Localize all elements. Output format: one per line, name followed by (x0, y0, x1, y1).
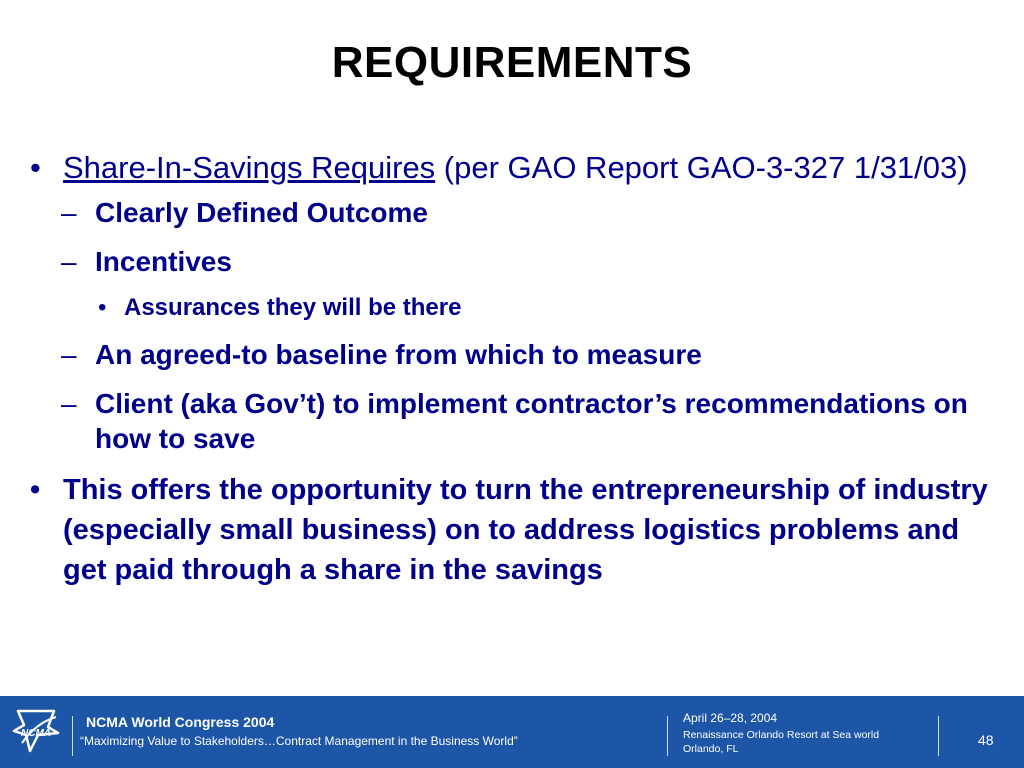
subitem-text: Incentives (95, 246, 232, 277)
event-date: April 26–28, 2004 (683, 711, 778, 725)
bullet-marker: • (30, 150, 41, 185)
footer-divider (72, 716, 73, 756)
slide-title: REQUIREMENTS (331, 38, 693, 87)
footer-divider (938, 716, 939, 756)
underlined-heading: Share-In-Savings Requires (63, 150, 436, 185)
event-venue (683, 728, 879, 756)
slide-content (30, 148, 990, 598)
page-number: 48 (978, 732, 994, 748)
dash-marker: – (61, 388, 77, 419)
bullet-marker: • (98, 294, 107, 321)
subsubitem-text: Assurances they will be there (124, 294, 462, 321)
dash-marker: – (61, 339, 77, 370)
venue-line: Orlando, FL (683, 743, 739, 755)
event-tagline: “Maximizing Value to Stakeholders…Contract Management in the Business World” (80, 734, 518, 748)
subitem-text: An agreed-to baseline from which to measure (95, 339, 702, 370)
subsubitem-assurances (98, 293, 990, 323)
dash-marker: – (61, 246, 77, 277)
bullet-share-in-savings (30, 148, 990, 187)
event-title: NCMA World Congress 2004 (86, 714, 275, 730)
subitem-text: Clearly Defined Outcome (95, 197, 428, 228)
subitem-clearly-defined-outcome (61, 195, 990, 230)
bullet-text: This offers the opportunity to turn the entrepreneurship of industry (especially small business) on to address logistics problems and get paid through a share in the savings (63, 474, 988, 586)
ncma-logo (8, 703, 64, 759)
slide-footer (0, 696, 1024, 768)
subitem-client-implement (61, 386, 990, 456)
dash-marker: – (61, 197, 77, 228)
subitem-text: Client (aka Gov’t) to implement contractor’s recommendations on how to save (95, 388, 968, 454)
logo-text: NCMA (21, 728, 51, 739)
bullet-marker: • (30, 474, 41, 506)
footer-divider (667, 716, 668, 756)
subitem-agreed-baseline (61, 337, 990, 372)
bullet-text: (per GAO Report GAO-3-327 1/31/03) (435, 150, 968, 185)
subitem-incentives (61, 244, 990, 279)
venue-line: Renaissance Orlando Resort at Sea world (683, 729, 880, 741)
bullet-opportunity (30, 470, 990, 590)
